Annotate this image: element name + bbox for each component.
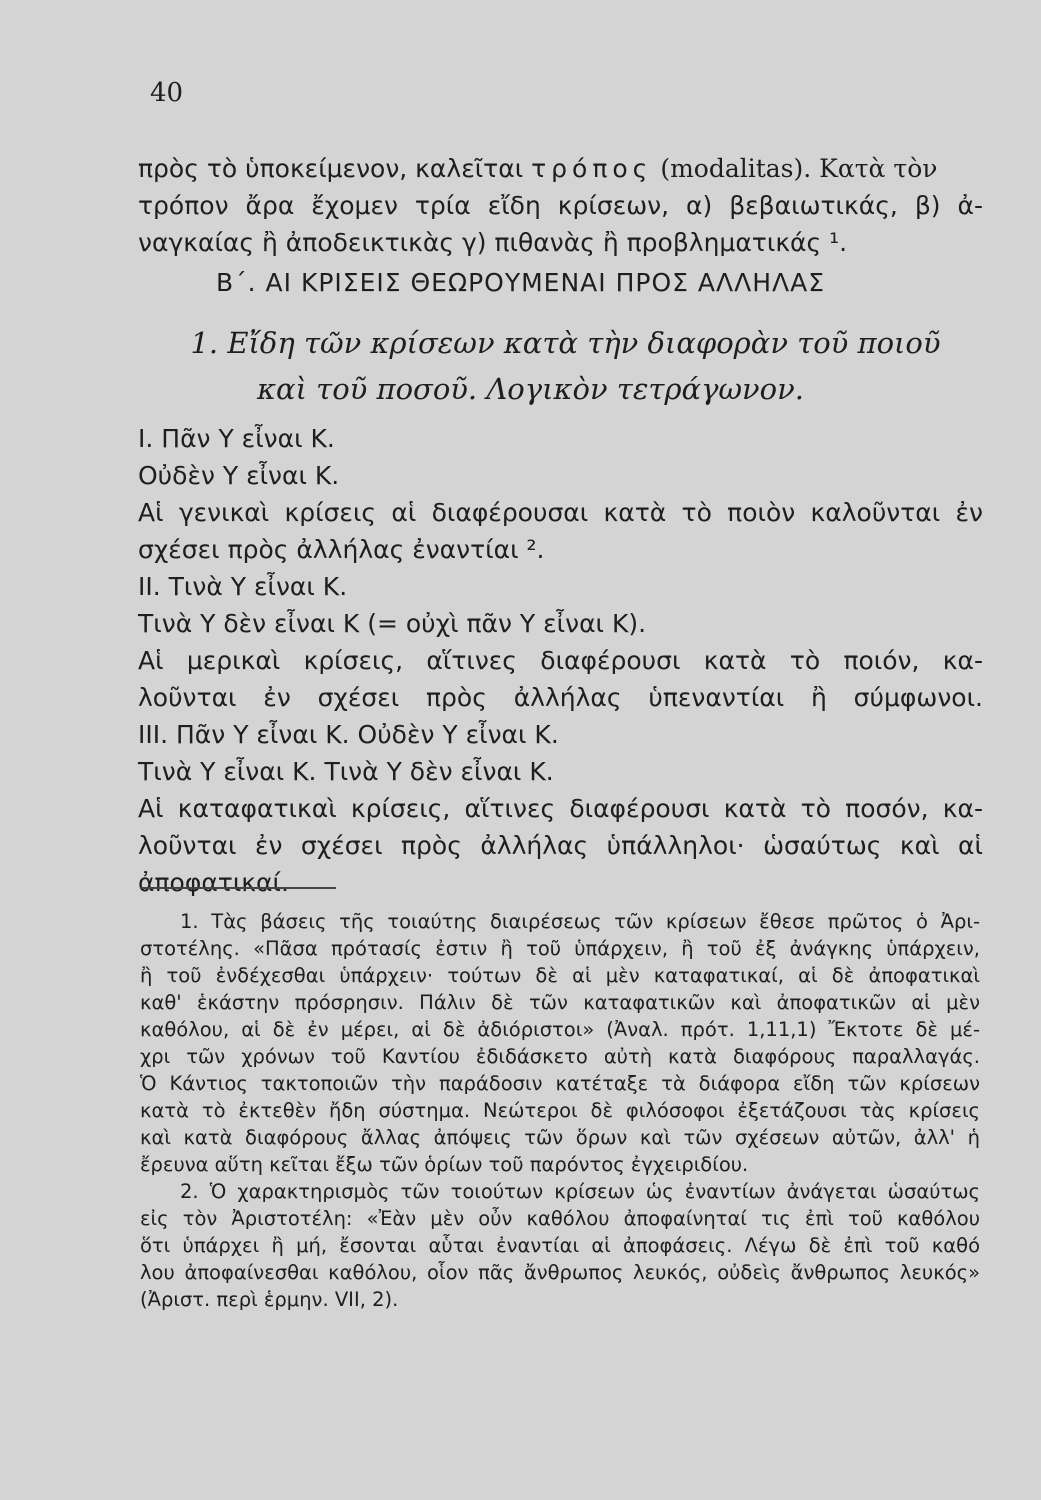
page-number: 40 <box>150 78 184 108</box>
main-body <box>138 420 983 901</box>
footnote-line: εἰς τὸν Ἀριστοτέλη: «Ἐὰν μὲν οὖν καθόλου ἀποφαίνηταί τις ἐπὶ τοῦ καθόλου <box>140 1207 980 1230</box>
text-line: σχέσει πρὸς ἀλλήλας ἐναντίαι ². <box>138 535 545 564</box>
text-line: τρόπον ἄρα ἔχομεν τρία εἴδη κρίσεων, α) βεβαιωτικάς, β) ἀ- <box>138 191 983 220</box>
text-line: Αἱ μερικαὶ κρίσεις, αἵτινες διαφέρουσι κατὰ τὸ ποιόν, κα- <box>138 646 983 675</box>
footnote-line: Ὁ Κάντιος τακτοποιῶν τὴν παράδοσιν κατέταξε τὰ διάφορα εἴδη τῶν κρίσεων <box>140 1072 980 1095</box>
footnote-line: ὅτι ὑπάρχει ἢ μή, ἔσονται αὗται ἐναντίαι αἱ ἀποφάσεις. Λέγω δὲ ἐπὶ τοῦ καθό <box>140 1234 980 1257</box>
footnote-line: 2. Ὁ χαρακτηρισμὸς τῶν τοιούτων κρίσεων ὡς ἐναντίων ἀνάγεται ὡσαύτως <box>180 1180 980 1203</box>
footnote-line: καθόλου, αἱ δὲ ἐν μέρει, αἱ δὲ ἀδιόριστοι» (Ἀναλ. πρότ. 1,11,1) Ἔκτοτε δὲ μέ- <box>140 1018 980 1041</box>
footnote-line: ἢ τοῦ ἐνδέχεσθαι ὑπάρχειν· τούτων δὲ αἱ μὲν καταφατικαί, αἱ δὲ ἀποφατικαὶ <box>140 964 980 987</box>
footnote-line: (Ἀριστ. περὶ ἑρμην. VII, 2). <box>140 1288 399 1311</box>
intro-paragraph <box>138 150 983 261</box>
footnote-line: λου ἀποφαίνεσθαι καθόλου, οἷον πᾶς ἄνθρωπος λευκός, οὐδεὶς ἄνθρωπος λευκός» <box>140 1261 980 1284</box>
footnote-line: καὶ κατὰ διαφόρους ἄλλας ἀπόψεις τῶν ὅρων καὶ τῶν σχέσεων αὐτῶν, ἀλλ' ἡ <box>140 1126 980 1149</box>
footnotes <box>140 908 980 1313</box>
text-fragment: πρὸς τὸ ὑποκείμενον, καλεῖται <box>138 154 524 183</box>
text-line: λοῦνται ἐν σχέσει πρὸς ἀλλήλας ὑπεναντίαι ἢ σύμφωνοι. <box>138 683 983 712</box>
proposition-line: III. Πᾶν Υ εἶναι Κ. Οὐδὲν Υ εἶναι Κ. <box>138 720 559 749</box>
footnote-divider <box>140 887 336 889</box>
proposition-line: Τινὰ Υ δὲν εἶναι Κ (= οὐχὶ πᾶν Υ εἶναι Κ). <box>138 609 647 638</box>
proposition-line: Τινὰ Υ εἶναι Κ. Τινὰ Υ δὲν εἶναι Κ. <box>138 757 554 786</box>
subsection-heading-line: καὶ τοῦ ποσοῦ. Λογικὸν τετράγωνον. <box>256 372 804 406</box>
footnote-line: 1. Τὰς βάσεις τῆς τοιαύτης διαιρέσεως τῶν κρίσεων ἔθεσε πρῶτος ὁ Ἀρι- <box>180 910 980 933</box>
text-fragment: (modalitas). Κατὰ τὸν <box>660 154 938 183</box>
proposition-line: II. Τινὰ Υ εἶναι Κ. <box>138 572 348 601</box>
text-line: ἀποφατικαί. <box>138 868 289 897</box>
section-heading: Β΄. ΑΙ ΚΡΙΣΕΙΣ ΘΕΩΡΟΥΜΕΝΑΙ ΠΡΟΣ ΑΛΛΗΛΑΣ <box>215 268 825 297</box>
text-line: Αἱ καταφατικαὶ κρίσεις, αἵτινες διαφέρουσι κατὰ τὸ ποσόν, κα- <box>138 794 983 823</box>
footnote-line: ἔρευνα αὕτη κεῖται ἔξω τῶν ὁρίων τοῦ παρόντος ἐγχειριδίου. <box>140 1153 749 1176</box>
proposition-line: Οὐδὲν Υ εἶναι Κ. <box>138 461 340 490</box>
footnote-line: χρι τῶν χρόνων τοῦ Καντίου ἐδιδάσκετο αὐτὴ κατὰ διαφόρους παραλλαγάς. <box>140 1045 980 1068</box>
footnote-line: κατὰ τὸ ἐκτεθὲν ἤδη σύστημα. Νεώτεροι δὲ φιλόσοφοι ἐξετάζουσι τὰς κρίσεις <box>140 1099 980 1122</box>
subsection-heading-line: 1. Εἴδη τῶν κρίσεων κατὰ τὴν διαφορὰν τοῦ ποιοῦ <box>190 326 941 360</box>
footnote-line: στοτέλης. «Πᾶσα πρότασίς ἐστιν ἢ τοῦ ὑπάρχειν, ἢ τοῦ ἐξ ἀνάγκης ὑπάρχειν, <box>140 937 980 960</box>
text-line: ναγκαίας ἢ ἀποδεικτικὰς γ) πιθανὰς ἢ προβληματικάς ¹. <box>138 228 848 257</box>
text-line: Αἱ γενικαὶ κρίσεις αἱ διαφέρουσαι κατὰ τὸ ποιὸν καλοῦνται ἐν <box>138 498 983 527</box>
footnote-line: καθ' ἑκάστην πρόσρησιν. Πάλιν δὲ τῶν καταφατικῶν καὶ ἀποφατικῶν αἱ μὲν <box>140 991 980 1014</box>
text-line <box>138 150 983 187</box>
emphasized-term: τρόπος <box>531 154 653 183</box>
text-line: λοῦνται ἐν σχέσει πρὸς ἀλλήλας ὑπάλληλοι· ὡσαύτως καὶ αἱ <box>138 831 983 860</box>
proposition-line: I. Πᾶν Υ εἶναι Κ. <box>138 424 335 453</box>
